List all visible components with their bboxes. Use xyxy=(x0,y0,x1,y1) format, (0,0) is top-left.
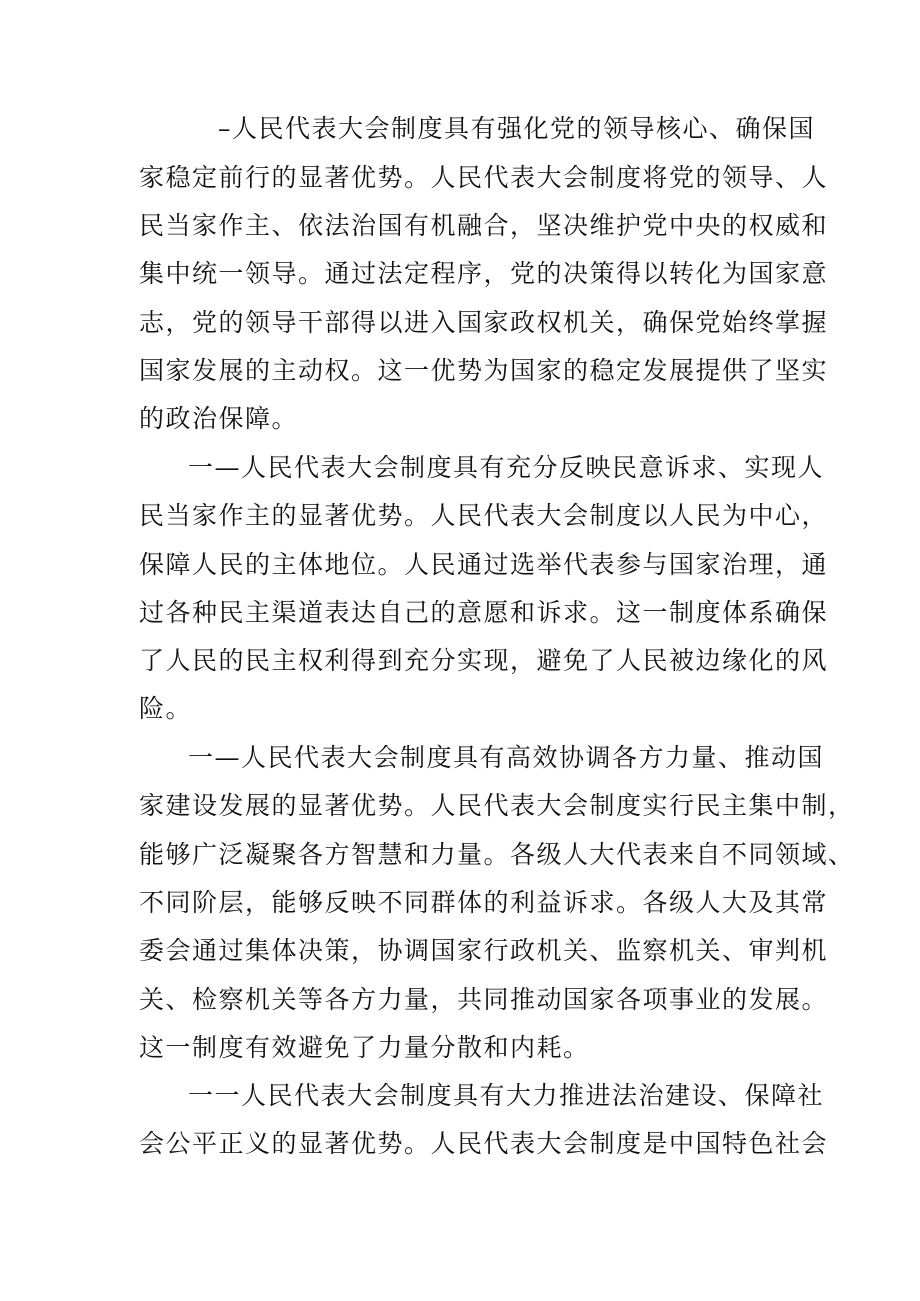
paragraph-1-line-6: 国家发展的主动权。这一优势为国家的稳定发展提供了坚实 xyxy=(139,356,829,385)
paragraph-2-line-3: 保障人民的主体地位。人民通过选举代表参与国家治理，通 xyxy=(139,550,829,579)
paragraph-2-line-6: 险。 xyxy=(139,694,193,723)
paragraph-3-line-4: 不同阶层，能够反映不同群体的利益诉求。各级人大及其常 xyxy=(139,888,829,917)
paragraph-3-line-6: 关、检察机关等各方力量，共同推动国家各项事业的发展。 xyxy=(139,985,829,1014)
paragraph-3-line-2: 家建设发展的显著优势。人民代表大会制度实行民主集中制， xyxy=(139,791,855,820)
paragraph-3-line-7: 这一制度有效避免了力量分散和内耗。 xyxy=(139,1033,590,1062)
paragraph-3-line-5: 委会通过集体决策，协调国家行政机关、监察机关、审判机 xyxy=(139,936,829,965)
paragraph-4-line-1: 一一人民代表大会制度具有大力推进法治建设、保障社 xyxy=(188,1081,825,1110)
paragraph-2-line-5: 了人民的民主权利得到充分实现，避免了人民被边缘化的风 xyxy=(139,646,829,675)
paragraph-3-line-1: 一—人民代表大会制度具有高效协调各方力量、推动国 xyxy=(188,743,825,772)
paragraph-1-line-4: 集中统一领导。通过法定程序，党的决策得以转化为国家意 xyxy=(139,259,829,288)
paragraph-3-line-3: 能够广泛凝聚各方智慧和力量。各级人大代表来自不同领域、 xyxy=(139,840,855,869)
paragraph-1-line-3: 民当家作主、依法治国有机融合，坚决维护党中央的权威和 xyxy=(139,211,829,240)
paragraph-1-line-7: 的政治保障。 xyxy=(139,404,299,433)
paragraph-1-line-2: 家稳定前行的显著优势。人民代表大会制度将党的领导、人 xyxy=(139,163,829,192)
paragraph-4-line-2: 会公平正义的显著优势。人民代表大会制度是中国特色社会 xyxy=(139,1129,829,1158)
paragraph-1-line-5: 志，党的领导干部得以进入国家政权机关，确保党始终掌握 xyxy=(139,308,829,337)
paragraph-2-line-4: 过各种民主渠道表达自己的意愿和诉求。这一制度体系确保 xyxy=(139,598,829,627)
paragraph-2-line-2: 民当家作主的显著优势。人民代表大会制度以人民为中心， xyxy=(139,501,829,530)
paragraph-1-line-1: –人民代表大会制度具有强化党的领导核心、确保国 xyxy=(218,114,816,143)
paragraph-2-line-1: 一—人民代表大会制度具有充分反映民意诉求、实现人 xyxy=(188,453,825,482)
